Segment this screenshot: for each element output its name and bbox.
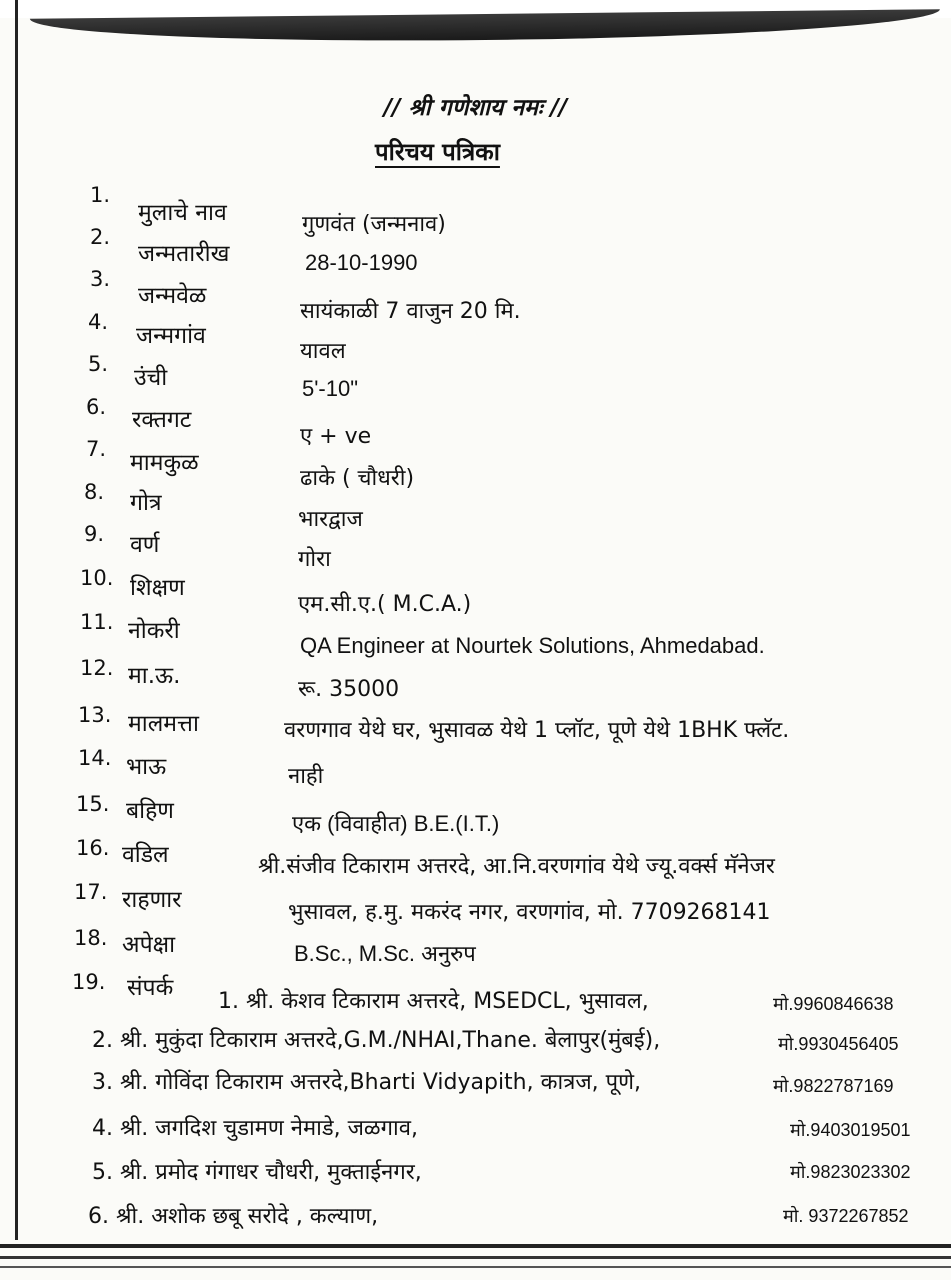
contact-phone: मो. 9372267852	[783, 1206, 909, 1226]
invocation-line: // श्री गणेशाय नमः //	[383, 95, 568, 121]
field-value: 28-10-1990	[305, 250, 418, 275]
field-value: ए + ve	[300, 424, 372, 449]
field-number: 11.	[80, 610, 114, 634]
field-label: उंची	[134, 365, 168, 391]
field-number: 9.	[84, 522, 105, 546]
field-number: 6.	[86, 395, 107, 419]
footer-rule	[0, 1266, 951, 1268]
field-label: शिक्षण	[130, 575, 185, 601]
field-label: वडिल	[122, 842, 169, 868]
contacts-number: 19.	[72, 970, 106, 994]
field-label: मा.ऊ.	[128, 663, 181, 689]
field-value: गोरा	[298, 547, 331, 572]
field-value: 5'-10"	[302, 376, 359, 401]
field-label: वर्ण	[130, 532, 160, 558]
field-label: जन्मतारीख	[138, 241, 230, 267]
field-number: 17.	[74, 880, 108, 904]
contacts-label: संपर्क	[127, 975, 174, 1001]
field-number: 3.	[90, 267, 111, 291]
field-number: 16.	[76, 836, 110, 860]
footer-rule	[0, 1256, 951, 1259]
field-value: सायंकाळी 7 वाजुन 20 मि.	[300, 299, 521, 324]
field-number: 4.	[88, 310, 109, 334]
contact-line: 5. श्री. प्रमोद गंगाधर चौधरी, मुक्ताईनगर,	[92, 1160, 422, 1185]
field-value: QA Engineer at Nourtek Solutions, Ahmedabad.	[300, 633, 765, 658]
field-label: बहिण	[126, 798, 174, 824]
contact-line: 2. श्री. मुकुंदा टिकाराम अत्तरदे,G.M./NHAI,Thane. बेलापुर(मुंबई),	[92, 1028, 661, 1053]
field-number: 13.	[78, 703, 112, 727]
field-number: 12.	[80, 656, 114, 680]
field-label: जन्मवेळ	[138, 283, 207, 309]
field-value: श्री.संजीव टिकाराम अत्तरदे, आ.नि.वरणगांव येथे ज्यू.वर्क्स मॅनेजर	[258, 854, 775, 879]
field-number: 1.	[90, 183, 111, 207]
document-title: परिचय पत्रिका	[375, 138, 500, 166]
margin-line	[15, 0, 18, 1240]
field-number: 5.	[88, 352, 109, 376]
field-label: राहणार	[122, 887, 182, 913]
field-value: भारद्वाज	[298, 507, 363, 532]
footer-rule	[0, 1244, 951, 1248]
field-label: मालमत्ता	[128, 711, 199, 737]
field-value: गुणवंत (जन्मनाव)	[302, 212, 446, 237]
field-label: गोत्र	[130, 490, 162, 516]
field-number: 8.	[84, 480, 105, 504]
field-label: मामकुळ	[130, 450, 199, 476]
contact-phone: मो.9930456405	[778, 1034, 899, 1054]
contact-phone: मो.9822787169	[773, 1076, 894, 1096]
field-value: ढाके ( चौधरी)	[300, 466, 415, 491]
contact-phone: मो.9823023302	[790, 1162, 911, 1182]
field-label: मुलाचे नाव	[138, 200, 227, 226]
field-value: यावल	[300, 339, 346, 364]
field-label: भाऊ	[126, 754, 167, 780]
field-value: रू. 35000	[298, 677, 400, 702]
field-number: 2.	[90, 225, 111, 249]
field-value: B.Sc., M.Sc. अनुरुप	[294, 941, 476, 966]
field-label: जन्मगांव	[136, 323, 206, 349]
field-number: 7.	[86, 437, 107, 461]
field-value: एक (विवाहीत) B.E.(I.T.)	[292, 811, 500, 836]
contact-phone: मो.9403019501	[790, 1120, 911, 1140]
contact-phone: मो.9960846638	[773, 994, 894, 1014]
field-label: अपेक्षा	[122, 932, 176, 958]
field-label: नोकरी	[128, 618, 180, 644]
field-value: नाही	[288, 764, 324, 789]
contact-line: 3. श्री. गोविंदा टिकाराम अत्तरदे,Bharti Vidyapith, कात्रज, पूणे,	[92, 1070, 642, 1095]
field-value: वरणगाव येथे घर, भुसावळ येथे 1 प्लॉट, पूणे येथे 1BHK फ्लॅट.	[284, 718, 790, 743]
field-value: भुसावल, ह.मु. मकरंद नगर, वरणगांव, मो. 7709268141	[288, 900, 771, 925]
field-number: 14.	[78, 746, 112, 770]
field-number: 18.	[74, 926, 108, 950]
contact-line: 4. श्री. जगदिश चुडामण नेमाडे, जळगाव,	[92, 1116, 418, 1141]
contact-line: 1. श्री. केशव टिकाराम अत्तरदे, MSEDCL, भुसावल,	[218, 989, 649, 1014]
field-label: रक्तगट	[132, 407, 192, 433]
field-number: 10.	[80, 566, 114, 590]
contact-line: 6. श्री. अशोक छबू सरोदे , कल्याण,	[88, 1204, 379, 1229]
field-number: 15.	[76, 792, 110, 816]
field-value: एम.सी.ए.( M.C.A.)	[298, 592, 472, 617]
